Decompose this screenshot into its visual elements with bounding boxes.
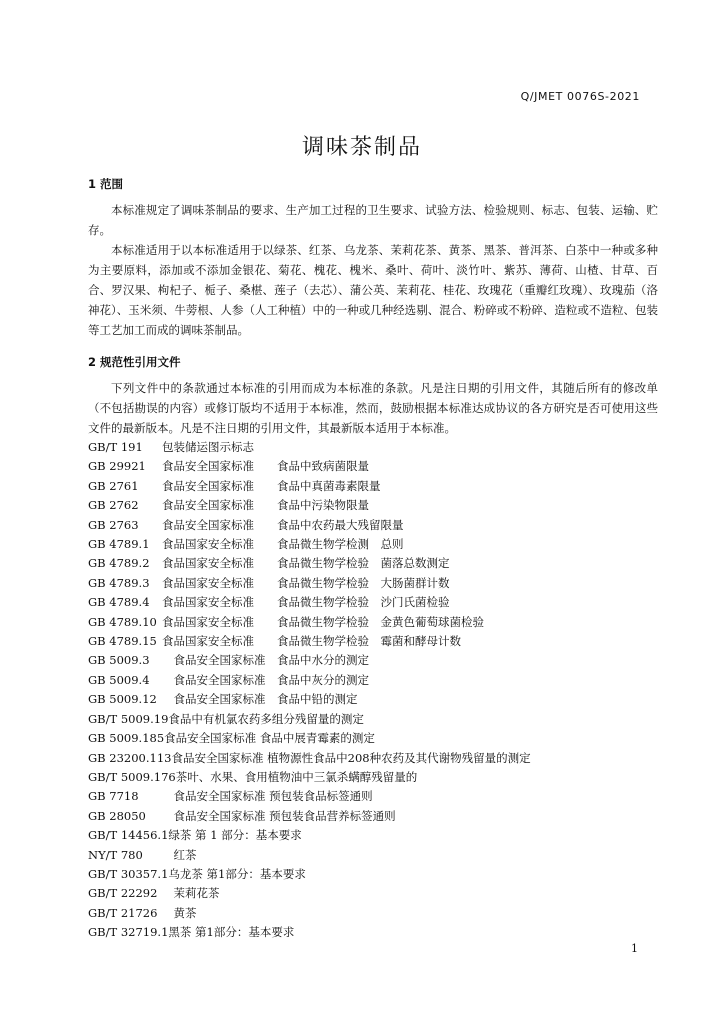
- reference-title: 乌龙茶 第1部分：基本要求: [168, 866, 306, 881]
- paragraph: 本标准规定了调味茶制品的要求、生产加工过程的卫生要求、试验方法、检验规则、标志、包装、运输、贮存。: [88, 203, 658, 237]
- reference-code: GB 5009.12: [88, 692, 157, 707]
- reference-code: GB 4789.2: [88, 556, 150, 571]
- reference-item: [88, 651, 658, 670]
- reference-code: GB/T 30357.1: [88, 866, 169, 881]
- reference-code: GB 2761: [88, 478, 139, 493]
- reference-code: GB 4789.4: [88, 595, 150, 610]
- reference-title: 食品国家安全标准 食品微生物学检测 总则: [162, 537, 404, 552]
- reference-item: [88, 904, 658, 923]
- reference-title: 食品安全国家标准 食品中真菌毒素限量: [162, 478, 381, 493]
- reference-code: GB 23200.113: [88, 750, 172, 765]
- reference-item: [88, 826, 658, 845]
- reference-code: GB/T 21726: [88, 905, 158, 920]
- section-normative-references: [88, 354, 658, 943]
- reference-code: GB 29921: [88, 459, 146, 474]
- reference-item: [88, 865, 658, 884]
- reference-item: [88, 632, 658, 651]
- reference-item: [88, 807, 658, 826]
- reference-item: [88, 477, 658, 496]
- reference-code: GB 7718: [88, 789, 139, 804]
- reference-title: 食品安全国家标准 食品中铅的测定: [162, 692, 358, 707]
- reference-code: GB 2762: [88, 498, 139, 513]
- reference-code: NY/T 780: [88, 847, 143, 862]
- section-heading-scope: 1 范围: [88, 177, 124, 191]
- reference-code: GB 4789.10: [88, 614, 157, 629]
- reference-item: [88, 438, 658, 457]
- reference-title: 食品安全国家标准 食品中灰分的测定: [162, 672, 369, 687]
- reference-code: GB 2763: [88, 517, 139, 532]
- reference-title: 黄茶: [162, 905, 197, 920]
- reference-title: 黑茶 第1部分：基本要求: [168, 925, 295, 940]
- reference-title: 食品安全国家标准 食品中农药最大残留限量: [162, 517, 404, 532]
- reference-code: GB 28050: [88, 808, 146, 823]
- reference-code: GB/T 5009.19: [88, 711, 169, 726]
- reference-code: GB 4789.3: [88, 575, 150, 590]
- reference-title: 食品中有机氯农药多组分残留量的测定: [168, 711, 364, 726]
- reference-code: GB 4789.1: [88, 537, 150, 552]
- reference-item: [88, 457, 658, 476]
- reference-title: 食品安全国家标准 食品中展青霉素的测定: [164, 731, 375, 746]
- paragraph: 本标准适用于以本标准适用于以绿茶、红茶、乌龙茶、茉莉花茶、黄茶、黑茶、普洱茶、白茶中一种或多种为主要原料，添加或不添加金银花、菊花、槐花、槐米、桑叶、荷叶、淡竹叶、紫苏、薄荷、山楂、甘草、百合、罗汉果、枸杞子、栀子、桑椹、莲子（去芯）、蒲公英、茉莉花、桂花、玫瑰花（重瓣红玫瑰）、玫瑰茄（洛神花）、玉米须、牛蒡根、人参（人工种植）中的一种或几种经选剔、混合、粉碎或不粉碎、造粒或不造粒、包装等工艺加工而成的调味茶制品。: [88, 243, 658, 337]
- section-heading-references: 2 规范性引用文件: [88, 355, 181, 369]
- reference-title: 包装储运图示标志: [162, 440, 254, 454]
- reference-title: 食品安全国家标准 食品中致病菌限量: [162, 459, 369, 474]
- section-scope: [88, 176, 658, 340]
- reference-title: 食品国家安全标准 食品微生物学检验 金黄色葡萄球菌检验: [162, 614, 484, 629]
- reference-item: [88, 923, 658, 942]
- reference-code: GB/T 191: [88, 440, 143, 454]
- reference-title: 茉莉花茶: [162, 886, 220, 901]
- reference-item: [88, 884, 658, 903]
- reference-item: [88, 574, 658, 593]
- reference-item: [88, 846, 658, 865]
- reference-code: GB/T 32719.1: [88, 925, 169, 940]
- reference-title: 食品国家安全标准 食品微生物学检验 菌落总数测定: [162, 556, 450, 571]
- reference-item: [88, 710, 658, 729]
- page-number: 1: [631, 942, 638, 955]
- reference-item: [88, 613, 658, 632]
- reference-item: [88, 787, 658, 806]
- reference-title: 食品安全国家标准 预包装食品营养标签通则: [162, 808, 396, 823]
- reference-title: 茶叶、水果、食用植物油中三氯杀螨醇残留量的: [175, 769, 418, 784]
- reference-title: 食品国家安全标准 食品微生物学检验 霉菌和酵母计数: [162, 634, 461, 649]
- reference-code: GB 4789.15: [88, 634, 157, 649]
- reference-code: GB/T 5009.176: [88, 769, 176, 784]
- reference-title: 食品安全国家标准 食品中水分的测定: [162, 653, 369, 668]
- reference-item: [88, 768, 658, 787]
- document-title: 调味茶制品: [301, 135, 422, 160]
- reference-item: [88, 671, 658, 690]
- reference-item: [88, 496, 658, 515]
- reference-item: [88, 554, 658, 573]
- reference-item: [88, 729, 658, 748]
- reference-title: 食品安全国家标准 预包装食品标签通则: [162, 789, 373, 804]
- reference-title: 食品国家安全标准 食品微生物学检验 沙门氏菌检验: [162, 595, 450, 610]
- reference-item: [88, 749, 658, 768]
- standard-code: Q/JMET 0076S-2021: [520, 90, 640, 103]
- reference-list: [88, 438, 658, 943]
- reference-title: 绿茶 第 1 部分：基本要求: [168, 828, 302, 843]
- paragraph: 下列文件中的条款通过本标准的引用而成为本标准的条款。凡是注日期的引用文件，其随后所有的修改单（不包括勘误的内容）或修订版均不适用于本标准，然而，鼓励根据本标准达成协议的各方研究是否可使用这些文件的最新版本。凡是不注日期的引用文件，其最新版本适用于本标准。: [88, 381, 658, 435]
- document-body: [88, 176, 658, 943]
- reference-title: 红茶: [162, 847, 197, 862]
- reference-code: GB/T 14456.1: [88, 828, 169, 843]
- reference-code: GB 5009.4: [88, 672, 150, 687]
- reference-title: 食品安全国家标准 食品中污染物限量: [162, 498, 369, 513]
- reference-item: [88, 593, 658, 612]
- reference-item: [88, 690, 658, 709]
- reference-code: GB 5009.185: [88, 731, 165, 746]
- reference-item: [88, 516, 658, 535]
- reference-code: GB 5009.3: [88, 653, 150, 668]
- reference-title: 食品国家安全标准 食品微生物学检验 大肠菌群计数: [162, 575, 450, 590]
- reference-item: [88, 535, 658, 554]
- reference-code: GB/T 22292: [88, 886, 158, 901]
- reference-title: 食品安全国家标准 植物源性食品中208种农药及其代谢物残留量的测定: [171, 750, 531, 765]
